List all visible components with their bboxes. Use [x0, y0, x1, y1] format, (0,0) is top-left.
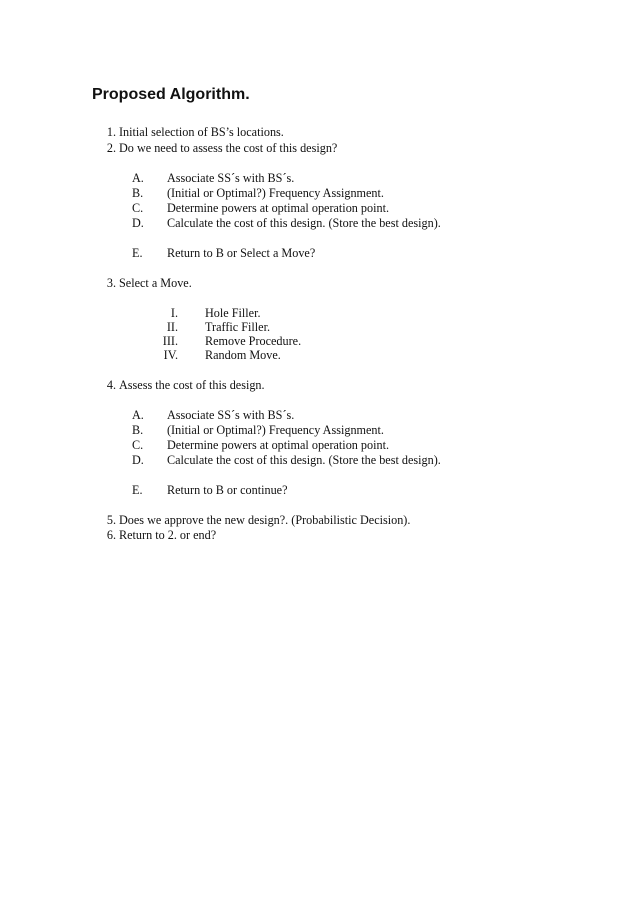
step-number: 2.: [106, 141, 116, 155]
step-number: 1.: [106, 125, 116, 139]
step-text: Select a Move.: [119, 276, 192, 290]
sub-list-item: [132, 483, 288, 498]
sub-item-text: Associate SS´s with BS´s.: [167, 408, 295, 422]
sub-item-text: Traffic Filler.: [205, 320, 271, 334]
sub-item-label: II.: [166, 320, 178, 334]
sub-item-text: Determine powers at optimal operation point.: [167, 201, 390, 215]
sub-list-item: [132, 216, 441, 231]
sub-item-label: I.: [170, 306, 178, 320]
step-text: Does we approve the new design?. (Probabilistic Decision).: [119, 513, 411, 527]
step-number: 5.: [106, 513, 116, 527]
sub-item-text: Return to B or continue?: [167, 483, 288, 497]
sub-list-item: [132, 453, 441, 468]
sub-item-label: A.: [132, 171, 144, 185]
sub-item-text: Return to B or Select a Move?: [167, 246, 316, 260]
sub-item-text: (Initial or Optimal?) Frequency Assignment.: [167, 186, 384, 200]
step-number: 4.: [106, 378, 116, 392]
sub-item-text: Hole Filler.: [205, 306, 261, 320]
step-text: Initial selection of BS’s locations.: [119, 125, 284, 139]
sub-list-item: [132, 201, 390, 216]
sub-list-item: [132, 171, 295, 186]
sub-list-item: [132, 408, 295, 423]
step-number: 3.: [106, 276, 116, 290]
sub-item-label: A.: [132, 408, 144, 422]
sub-list-item: [132, 186, 384, 201]
sub-item-label: E.: [132, 246, 143, 260]
sub-item-label: D.: [132, 216, 144, 230]
page-title: Proposed Algorithm.: [92, 86, 250, 103]
sub-list-item: [132, 438, 390, 453]
sub-item-text: Remove Procedure.: [205, 334, 302, 348]
sub-item-text: (Initial or Optimal?) Frequency Assignment.: [167, 423, 384, 437]
sub-item-label: C.: [132, 438, 144, 452]
sub-list-item: [132, 423, 384, 438]
step-number: 6.: [106, 528, 116, 542]
sub-item-label: III.: [162, 334, 178, 348]
sub-item-text: Calculate the cost of this design. (Store the best design).: [167, 216, 441, 230]
sub-item-text: Associate SS´s with BS´s.: [167, 171, 295, 185]
sub-item-text: Random Move.: [205, 348, 281, 362]
sub-item-label: C.: [132, 201, 144, 215]
sub-item-label: B.: [132, 423, 144, 437]
step-text: Assess the cost of this design.: [119, 378, 265, 392]
sub-list-item: [132, 246, 316, 261]
sub-item-label: E.: [132, 483, 143, 497]
sub-item-label: B.: [132, 186, 144, 200]
sub-item-label: IV.: [163, 348, 178, 362]
sub-item-label: D.: [132, 453, 144, 467]
sub-item-text: Calculate the cost of this design. (Store the best design).: [167, 453, 441, 467]
step-text: Return to 2. or end?: [119, 528, 217, 542]
step-text: Do we need to assess the cost of this design?: [119, 141, 338, 155]
sub-item-text: Determine powers at optimal operation point.: [167, 438, 390, 452]
